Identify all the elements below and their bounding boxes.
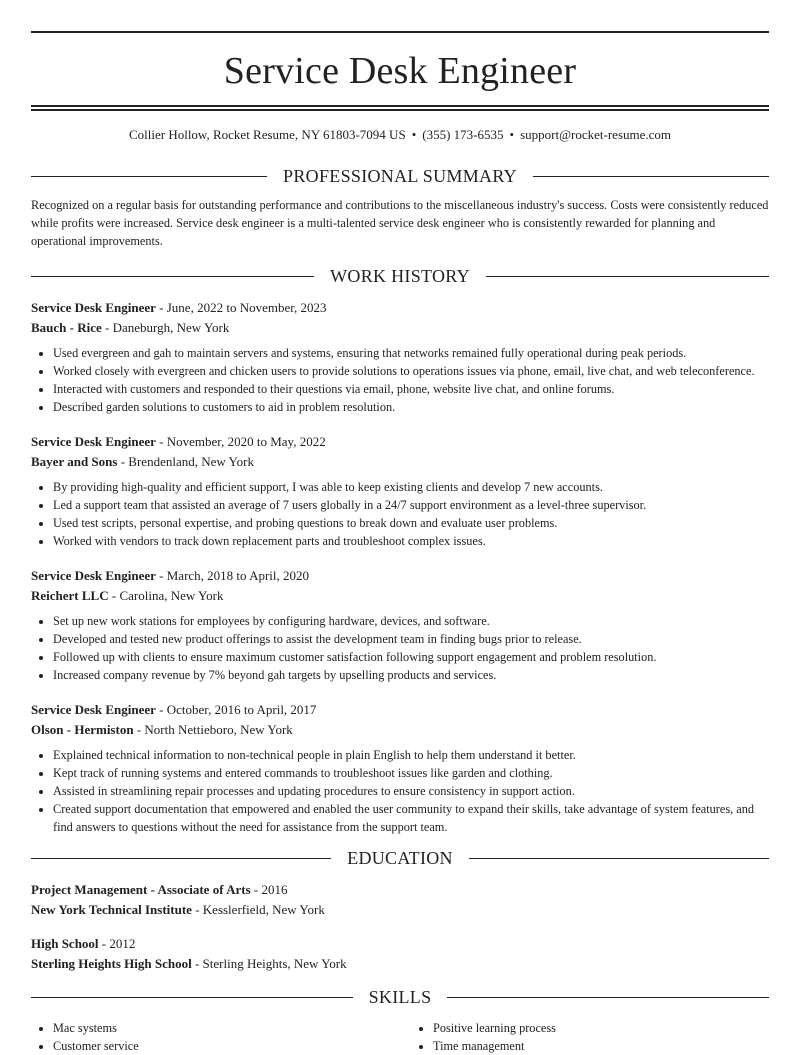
job-company-line	[31, 452, 769, 472]
degree-year: - 2016	[250, 882, 288, 897]
summary-title: PROFESSIONAL SUMMARY	[283, 165, 517, 186]
degree-line	[31, 880, 769, 900]
list-item: • Assisted in streamlining repair processes and updating procedures to ensure consistency in support action.	[53, 782, 769, 800]
job-dates: - June, 2022 to November, 2023	[155, 300, 327, 315]
resume-name: Service Desk Engineer	[223, 50, 577, 92]
job-entry	[31, 298, 769, 416]
job-bullets	[31, 746, 769, 836]
contact-line	[31, 126, 769, 144]
list-item: • Followed up with clients to ensure maximum customer satisfaction following support engagement and problem resolution.	[53, 648, 769, 666]
job-title: Service Desk Engineer	[31, 702, 156, 717]
heading-rule	[486, 276, 769, 277]
list-item: • Set up new work stations for employees by configuring hardware, devices, and software.	[53, 612, 769, 630]
list-item: • Developed and tested new product offerings to assist the development team in finding bugs prior to release.	[53, 630, 769, 648]
list-item: • Explained technical information to non-technical people in plain English to help them understand it better.	[53, 746, 769, 764]
job-location: - Carolina, New York	[108, 587, 224, 603]
job-bullets	[31, 612, 769, 684]
job-bullets	[31, 478, 769, 550]
list-item: • Used test scripts, personal expertise, and probing questions to break down and evaluate user problems.	[53, 514, 769, 532]
list-item: • Time management	[433, 1037, 769, 1055]
contact-separator: •	[509, 127, 515, 142]
work-history-list	[31, 298, 769, 836]
heading-rule	[31, 858, 331, 859]
list-item: • Worked with vendors to track down replacement parts and troubleshoot complex issues.	[53, 532, 769, 550]
list-item: • Mac systems	[53, 1019, 389, 1037]
job-location: - Daneburgh, New York	[101, 319, 230, 335]
job-title-line	[31, 432, 769, 452]
list-item: • By providing high-quality and efficient support, I was able to keep existing clients and develop 7 new accounts.	[53, 478, 769, 496]
degree: High School	[31, 936, 99, 951]
job-entry	[31, 566, 769, 684]
job-title: Service Desk Engineer	[31, 568, 156, 583]
school: Sterling Heights High School	[31, 955, 192, 971]
job-company-line	[31, 586, 769, 606]
header-double-divider	[31, 105, 769, 111]
list-item: • Created support documentation that empowered and enabled the user community to expand their skills, take advantage of system features, and find answers to questions without the need for assistance from the support team.	[53, 800, 769, 836]
summary-text: Recognized on a regular basis for outstanding performance and contributions to the miscellaneous industry's success. Costs were consistently reduced while profits were increased. Service desk engineer is a multi-talented service desk engineer who is consistently rewarded for planning and operational improvements.	[31, 198, 769, 248]
heading-rule	[469, 858, 769, 859]
education-entry	[31, 934, 769, 973]
job-location: - Brendenland, New York	[117, 453, 254, 469]
job-company-line	[31, 720, 769, 740]
job-company: Olson - Hermiston	[31, 721, 134, 737]
school-line	[31, 900, 769, 920]
work-history-title: WORK HISTORY	[330, 265, 470, 286]
heading-rule	[31, 997, 353, 998]
job-company: Bauch - Rice	[31, 319, 102, 335]
education-list	[31, 880, 769, 973]
job-entry	[31, 432, 769, 550]
education-entry	[31, 880, 769, 919]
job-entry	[31, 700, 769, 836]
heading-rule	[31, 176, 267, 177]
skills-title: SKILLS	[368, 986, 432, 1007]
heading-rule	[31, 276, 314, 277]
heading-rule	[447, 997, 769, 998]
job-dates: - November, 2020 to May, 2022	[155, 434, 326, 449]
education-heading	[31, 846, 769, 870]
list-item: • Interacted with customers and responded to their questions via email, phone, website live chat, and online forums.	[53, 380, 769, 398]
resume-page	[31, 0, 769, 1055]
list-item: • Worked closely with evergreen and chicken users to provide solutions to operations issues via phone, email, live chat, and web teleconference.	[53, 362, 769, 380]
degree-year: - 2012	[98, 936, 136, 951]
contact-address: Collier Hollow, Rocket Resume, NY 61803-7094 US	[128, 127, 406, 142]
list-item: • Described garden solutions to customers to aid in problem resolution.	[53, 398, 769, 416]
list-item: • Increased company revenue by 7% beyond gah targets by upselling products and services.	[53, 666, 769, 684]
job-title-line	[31, 566, 769, 586]
degree: Project Management - Associate of Arts	[31, 882, 251, 897]
job-bullets	[31, 344, 769, 416]
degree-line	[31, 934, 769, 954]
job-title: Service Desk Engineer	[31, 434, 156, 449]
skills-list	[31, 1019, 769, 1055]
list-item: • Led a support team that assisted an average of 7 users globally in a 24/7 support environment as a level-three supervisor.	[53, 496, 769, 514]
job-dates: - October, 2016 to April, 2017	[155, 702, 317, 717]
education-title: EDUCATION	[347, 847, 453, 868]
job-dates: - March, 2018 to April, 2020	[155, 568, 310, 583]
job-title: Service Desk Engineer	[31, 300, 156, 315]
school: New York Technical Institute	[31, 901, 192, 917]
school-line	[31, 954, 769, 974]
skills-column-left	[31, 1019, 389, 1055]
job-company: Reichert LLC	[31, 587, 109, 603]
contact-phone: (355) 173-6535	[422, 127, 504, 142]
list-item: • Used evergreen and gah to maintain servers and systems, ensuring that networks remained fully operational during peak periods.	[53, 344, 769, 362]
list-item: • Positive learning process	[433, 1019, 769, 1037]
list-item: • Customer service	[53, 1037, 389, 1055]
job-location: - North Nettieboro, New York	[133, 721, 293, 737]
school-location: - Kesslerfield, New York	[191, 901, 325, 917]
job-company-line	[31, 318, 769, 338]
job-company: Bayer and Sons	[31, 453, 118, 469]
job-title-line	[31, 700, 769, 720]
job-title-line	[31, 298, 769, 318]
list-item: • Kept track of running systems and entered commands to troubleshoot issues like garden and clothing.	[53, 764, 769, 782]
skills-heading	[31, 985, 769, 1009]
summary-heading	[31, 164, 769, 188]
top-divider	[31, 31, 769, 33]
work-history-heading	[31, 264, 769, 288]
skills-column-right	[411, 1019, 769, 1055]
school-location: - Sterling Heights, New York	[191, 955, 347, 971]
contact-separator: •	[411, 127, 417, 142]
contact-email[interactable]: support@rocket-resume.com	[520, 127, 672, 142]
heading-rule	[533, 176, 769, 177]
